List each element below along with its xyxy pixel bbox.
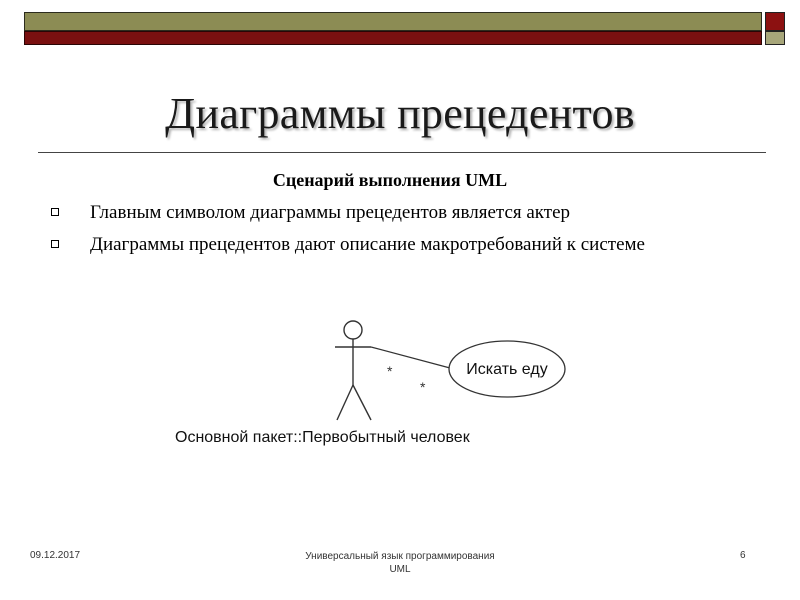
multiplicity-usecase: * [420,379,426,395]
bullet-item [48,232,688,258]
banner-square-top [765,12,785,31]
square-bullet-icon [51,208,59,216]
actor-caption: Основной пакет::Первобытный человек [175,429,470,446]
use-case-label: Искать еду [466,361,548,378]
title-divider [38,152,766,153]
association-line [371,347,450,368]
use-case-diagram [170,310,590,460]
bullet-text: Диаграммы прецедентов дают описание макротребований к системе [90,234,645,255]
bullet-item [48,200,688,226]
slide-title: Диаграммы прецедентов [165,89,635,138]
banner-olive-band [24,12,762,31]
footer-title-line2: UML [389,564,411,575]
actor-right-leg [353,385,371,420]
banner-square-bottom [765,31,785,45]
actor-figure [335,321,371,420]
top-banner [0,0,800,50]
footer-page-number: 6 [740,550,746,561]
actor-head [344,321,362,339]
multiplicity-actor: * [387,363,393,379]
footer-title [250,550,550,576]
bullet-list [48,200,688,264]
actor-left-leg [337,385,353,420]
banner-maroon-band [24,31,762,45]
footer-title-line1: Универсальный язык программирования [305,551,495,562]
footer-date: 09.12.2017 [30,550,81,561]
bullet-text: Главным символом диаграммы прецедентов является актер [90,202,571,223]
square-bullet-icon [51,240,59,248]
slide-subtitle: Сценарий выполнения UML [272,170,508,190]
